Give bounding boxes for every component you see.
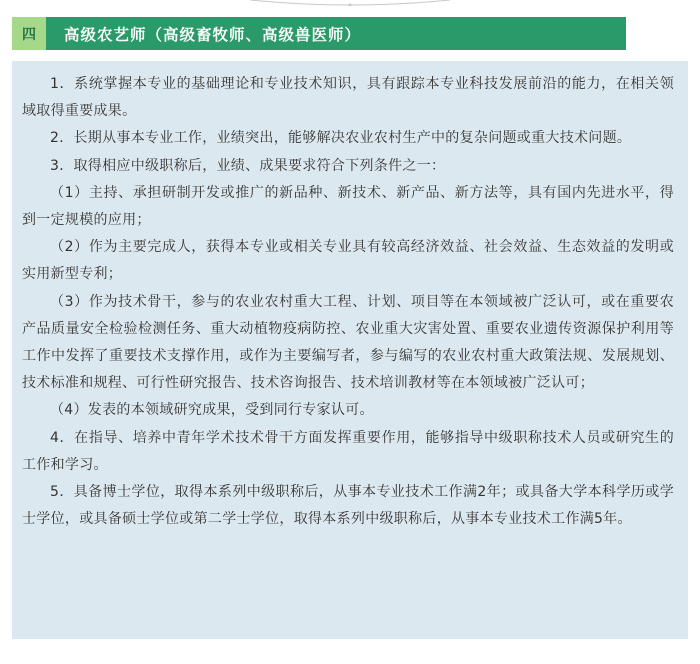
paragraph: （3）作为技术骨干，参与的农业农村重大工程、计划、项目等在本领域被广泛认可，或在重要农产品质量安全检验检测任务、重大动植物疫病防控、农业重大灾害处置、重要农业遗传资源保护利用等工作中发挥了重要技术支撑作用，或作为主要编写者，参与编写的农业农村重大政策法规、发展规划、技术标准和规程、可行性研究报告、技术咨询报告、技术培训教材等在本领域被广泛认可； [22, 293, 674, 392]
paragraph: 1．系统掌握本专业的基础理论和专业技术知识，具有跟踪本专业科技发展前沿的能力，在相关领域取得重要成果。 [22, 76, 674, 120]
paragraph: （1）主持、承担研制开发或推广的新品种、新技术、新产品、新方法等，具有国内先进水平，得到一定规模的应用； [22, 184, 674, 229]
decorative-line [250, 0, 450, 6]
section-title: 高级农艺师（高级畜牧师、高级兽医师） [64, 25, 362, 44]
section-number: 四 [12, 17, 46, 50]
paragraph: （2）作为主要完成人，获得本专业或相关专业具有较高经济效益、社会效益、生态效益的发明或实用新型专利； [22, 239, 674, 283]
section-header [12, 17, 626, 50]
paragraph: （4）发表的本领域研究成果，受到同行专家认可。 [50, 402, 374, 419]
paragraph: 3．取得相应中级职称后，业绩、成果要求符合下列条件之一： [50, 157, 446, 174]
content-panel [12, 61, 688, 639]
paragraph: 5．具备博士学位，取得本系列中级职称后，从事本专业技术工作满2年；或具备大学本科学历或学士学位，或具备硕士学位或第二学士学位，取得本系列中级职称后，从事本专业技术工作满5年。 [22, 484, 674, 528]
paragraph: 2．长期从事本专业工作，业绩突出，能够解决农业农村生产中的复杂问题或重大技术问题。 [50, 130, 632, 147]
paragraph: 4．在指导、培养中青年学术技术骨干方面发挥重要作用，能够指导中级职称技术人员或研究生的工作和学习。 [22, 429, 674, 473]
